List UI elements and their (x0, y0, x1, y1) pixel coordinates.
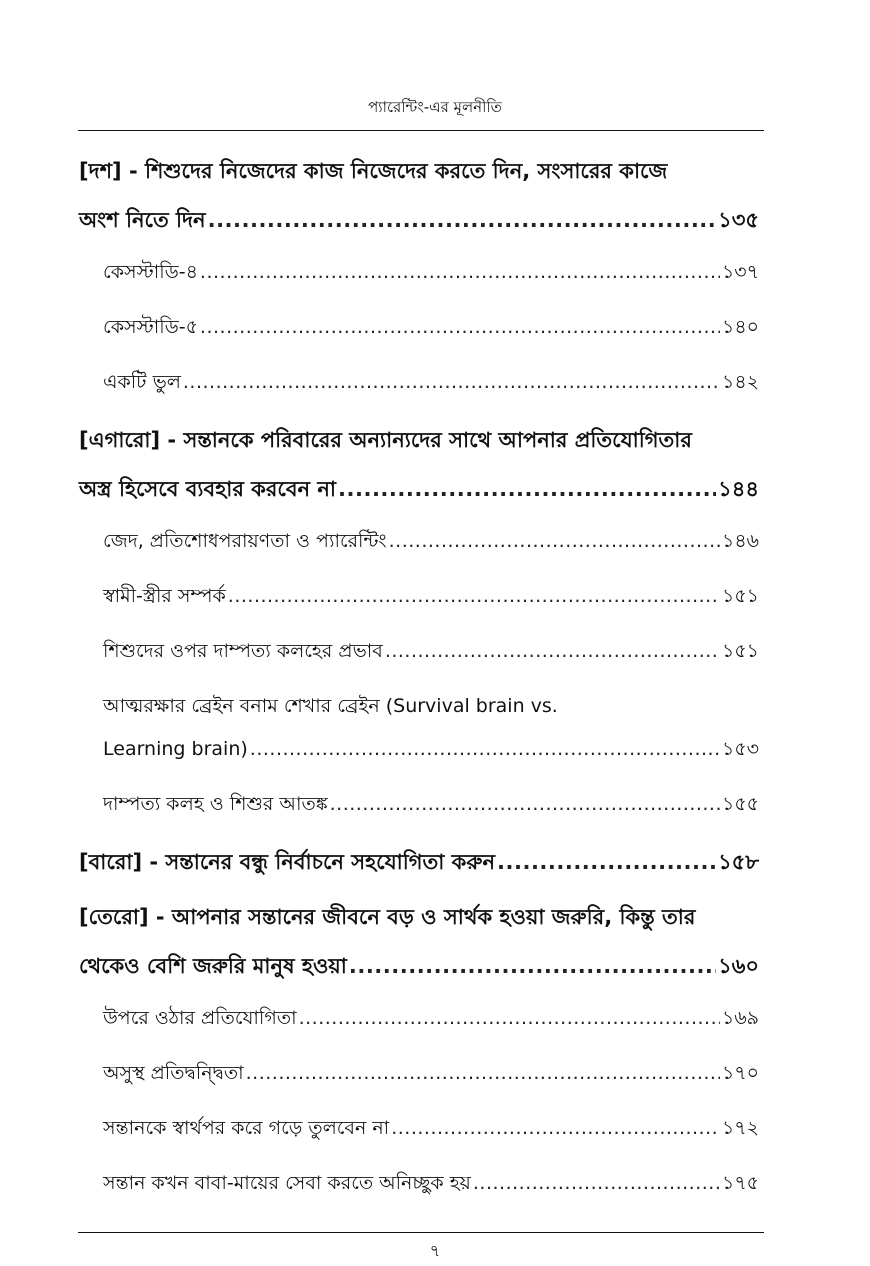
entry-title-line: থেকেও বেশি জরুরি মানুষ হওয়া (79, 954, 347, 978)
dot-leader (200, 251, 720, 294)
entry-title-line: শিশুদের ওপর দাম্পত্য কলহের প্রভাব (103, 640, 383, 662)
entry-title-line: অসুস্থ প্রতিদ্বন্দ্বিতা (103, 1062, 244, 1084)
dot-leader (389, 520, 720, 563)
entry-title-line: একটি ভুল (103, 371, 181, 393)
page-ref: ১৪০ (721, 316, 759, 338)
page-ref: ১৬০ (718, 954, 759, 978)
toc-section-entry[interactable] (79, 361, 759, 404)
dot-leader (228, 575, 720, 618)
entry-title-line: Learning brain) (103, 738, 248, 760)
toc-section-entry[interactable] (79, 1052, 759, 1095)
entry-title-line: কেসস্টাডি-৪ (103, 261, 198, 283)
dot-leader (200, 306, 720, 349)
dot-leader (250, 728, 720, 771)
entry-title-line: আত্মরক্ষার ব্রেইন বনাম শেখার ব্রেইন (Survival brain vs. (103, 695, 558, 717)
page-ref: ১৪৬ (721, 530, 759, 552)
page-ref: ১৬৯ (721, 1007, 759, 1029)
toc-section-entry[interactable] (79, 997, 759, 1040)
toc-section-entry[interactable] (79, 1107, 759, 1150)
entry-title-line: স্বামী-স্ত্রীর সম্পর্ক (103, 585, 226, 607)
toc-section-entry[interactable] (79, 630, 759, 673)
table-of-contents (79, 147, 759, 1217)
dot-leader (338, 465, 716, 514)
entry-title-line: [বারো] - সন্তানের বন্ধু নির্বাচনে সহযোগিতা করুন (79, 850, 496, 874)
toc-chapter-entry[interactable] (79, 147, 759, 245)
entry-title-line: অংশ নিতে দিন (79, 208, 206, 232)
entry-title-line: উপরে ওঠার প্রতিযোগিতা (103, 1007, 297, 1029)
page-ref: ১৫৩ (721, 738, 759, 760)
entry-title-line: সন্তান কখন বাবা-মায়ের সেবা করতে অনিচ্ছুক হয় (103, 1172, 471, 1194)
dot-leader (497, 838, 716, 887)
dot-leader (246, 1052, 720, 1095)
footer-rule (78, 1232, 764, 1233)
dot-leader (330, 783, 720, 826)
entry-title-line: দাম্পত্য কলহ ও শিশুর আতঙ্ক (103, 793, 328, 815)
dot-leader (349, 942, 716, 991)
page-ref: ১৪৪ (718, 477, 759, 501)
dot-leader (385, 630, 720, 673)
dot-leader (473, 1162, 720, 1205)
toc-chapter-entry[interactable] (79, 838, 759, 887)
page-ref: ১৩৫ (718, 208, 759, 232)
toc-section-entry[interactable] (79, 251, 759, 294)
dot-leader (299, 997, 720, 1040)
toc-section-entry[interactable] (79, 1162, 759, 1205)
running-header: প্যারেন্টিং-এর মূলনীতি (368, 98, 502, 116)
page-ref: ১৫১ (722, 585, 759, 607)
page-number: ৭ (429, 1241, 441, 1260)
page-ref: ১৫৫ (722, 793, 759, 815)
dot-leader (183, 361, 720, 404)
entry-title-line: কেসস্টাডি-৫ (103, 316, 198, 338)
page-ref: ১৭০ (721, 1062, 759, 1084)
toc-section-entry[interactable] (79, 520, 759, 563)
entry-title-line: জেদ, প্রতিশোধপরায়ণতা ও প্যারেন্টিং (103, 530, 387, 552)
entry-title-line: [এগারো] - সন্তানকে পরিবারের অন্যান্যদের সাথে আপনার প্রতিযোগিতার (79, 428, 692, 452)
entry-title-line: [তেরো] - আপনার সন্তানের জীবনে বড় ও সার্থক হওয়া জরুরি, কিন্তু তার (79, 905, 696, 929)
entry-title-line: অস্ত্র হিসেবে ব্যবহার করবেন না (79, 477, 337, 501)
toc-chapter-entry[interactable] (79, 416, 759, 514)
dot-leader (391, 1107, 720, 1150)
toc-section-entry[interactable] (79, 685, 759, 771)
page-ref: ১৭২ (721, 1117, 759, 1139)
header-rule (78, 130, 764, 131)
toc-section-entry[interactable] (79, 306, 759, 349)
page-ref: ১৪২ (721, 371, 759, 393)
toc-section-entry[interactable] (79, 783, 759, 826)
dot-leader (208, 196, 716, 245)
page-ref: ১৫১ (722, 640, 759, 662)
page-ref: ১৫৮ (718, 850, 759, 874)
page-ref: ১৭৫ (721, 1172, 759, 1194)
toc-section-entry[interactable] (79, 575, 759, 618)
entry-title-line: সন্তানকে স্বার্থপর করে গড়ে তুলবেন না (103, 1117, 390, 1139)
entry-title-line: [দশ] - শিশুদের নিজেদের কাজ নিজেদের করতে দিন, সংসারের কাজে (79, 159, 668, 183)
toc-chapter-entry[interactable] (79, 893, 759, 991)
page-ref: ১৩৭ (721, 261, 759, 283)
